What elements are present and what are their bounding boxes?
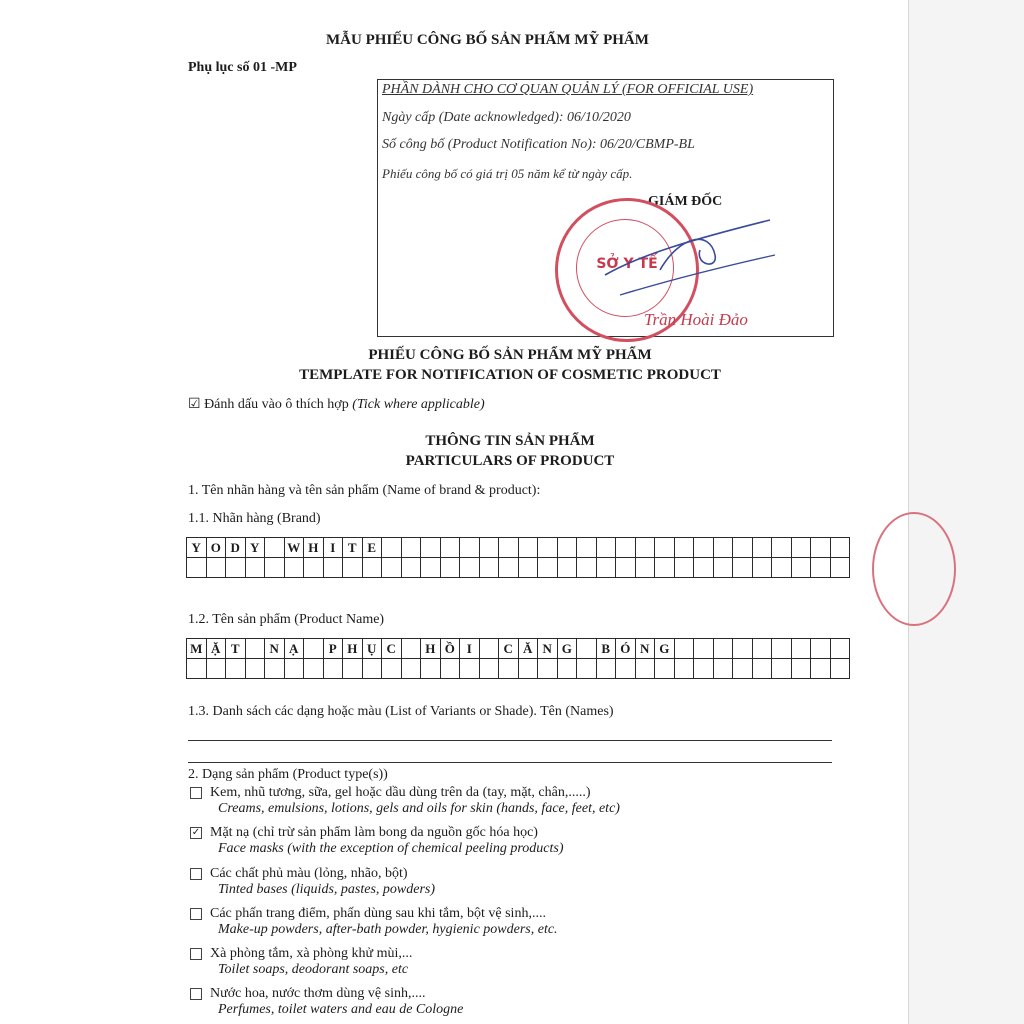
option-label-vi: Kem, nhũ tương, sữa, gel hoặc dầu dùng trên da (tay, mặt, chân,.....) <box>210 785 591 800</box>
grid-cell: C <box>382 639 402 659</box>
product-type-option <box>190 906 558 938</box>
grid-cell: Ụ <box>362 639 382 659</box>
director-title: GIÁM ĐỐC <box>648 194 723 209</box>
grid-cell <box>479 659 499 679</box>
grid-cell <box>830 639 850 659</box>
grid-cell: G <box>655 639 675 659</box>
grid-cell <box>460 538 480 558</box>
grid-cell <box>811 659 831 679</box>
grid-cell <box>772 639 792 659</box>
grid-cell <box>421 558 441 578</box>
grid-cell: Ă <box>518 639 538 659</box>
product-name-row <box>187 639 850 659</box>
grid-cell <box>713 639 733 659</box>
grid-cell <box>538 558 558 578</box>
product-type-option <box>190 866 435 898</box>
grid-cell <box>362 558 382 578</box>
grid-cell <box>772 659 792 679</box>
product-type-option <box>190 986 463 1018</box>
brand-grid <box>186 537 850 578</box>
grid-cell <box>460 659 480 679</box>
grid-cell: Ồ <box>440 639 460 659</box>
grid-cell <box>752 659 772 679</box>
grid-cell: G <box>557 639 577 659</box>
grid-cell <box>791 659 811 679</box>
checkbox-icon <box>190 908 202 920</box>
grid-cell <box>752 538 772 558</box>
question-1-1: 1.1. Nhãn hàng (Brand) <box>188 511 321 526</box>
particulars-title-vi: THÔNG TIN SẢN PHẨM <box>425 433 595 449</box>
brand-row <box>187 558 850 578</box>
grid-cell <box>421 538 441 558</box>
grid-cell <box>382 538 402 558</box>
grid-cell <box>401 558 421 578</box>
grid-cell <box>187 558 207 578</box>
grid-cell <box>304 558 324 578</box>
template-title-en: TEMPLATE FOR NOTIFICATION OF COSMETIC PRODUCT <box>299 367 721 383</box>
grid-cell <box>206 659 226 679</box>
grid-cell <box>655 659 675 679</box>
brand-row <box>187 538 850 558</box>
question-1: 1. Tên nhãn hàng và tên sản phẩm (Name of brand & product): <box>188 483 541 498</box>
grid-cell <box>499 538 519 558</box>
option-label-en: Face masks (with the exception of chemical peeling products) <box>218 841 564 856</box>
option-label-en: Make-up powders, after-bath powder, hygienic powders, etc. <box>218 922 558 937</box>
grid-cell <box>752 639 772 659</box>
grid-cell <box>557 558 577 578</box>
grid-cell <box>343 659 363 679</box>
grid-cell <box>811 538 831 558</box>
grid-cell <box>226 659 246 679</box>
grid-cell <box>694 558 714 578</box>
grid-cell <box>635 538 655 558</box>
checkbox-icon <box>190 787 202 799</box>
grid-cell: C <box>499 639 519 659</box>
grid-cell: T <box>226 639 246 659</box>
appendix-label: Phụ lục số 01 -MP <box>188 60 297 75</box>
question-1-3: 1.3. Danh sách các dạng hoặc màu (List of Variants or Shade). Tên (Names) <box>188 704 614 719</box>
grid-cell <box>440 558 460 578</box>
checked-box-icon: ☑ <box>188 397 201 412</box>
grid-cell: Y <box>187 538 207 558</box>
grid-cell: Ạ <box>284 639 304 659</box>
grid-cell <box>245 558 265 578</box>
grid-cell: W <box>284 538 304 558</box>
grid-cell <box>401 659 421 679</box>
tick-note-vi: Đánh dấu vào ô thích hợp <box>204 397 349 412</box>
grid-cell <box>343 558 363 578</box>
grid-cell <box>187 659 207 679</box>
grid-cell <box>713 659 733 679</box>
product-name-grid <box>186 638 850 679</box>
grid-cell <box>577 558 597 578</box>
grid-cell: H <box>421 639 441 659</box>
grid-cell: T <box>343 538 363 558</box>
grid-cell <box>557 538 577 558</box>
tick-instruction <box>188 396 485 413</box>
grid-cell <box>265 538 285 558</box>
grid-cell <box>460 558 480 578</box>
grid-cell: I <box>323 538 343 558</box>
grid-cell <box>518 659 538 679</box>
grid-cell <box>382 558 402 578</box>
grid-cell <box>733 538 753 558</box>
grid-cell: Y <box>245 538 265 558</box>
partial-stamp-mark <box>872 512 956 626</box>
grid-cell <box>245 659 265 679</box>
grid-cell <box>694 659 714 679</box>
grid-cell: N <box>635 639 655 659</box>
checkbox-icon <box>190 948 202 960</box>
grid-cell <box>440 538 460 558</box>
grid-cell <box>440 659 460 679</box>
product-type-option <box>190 825 564 857</box>
grid-cell: B <box>596 639 616 659</box>
grid-cell <box>655 558 675 578</box>
grid-cell <box>733 558 753 578</box>
grid-cell <box>596 538 616 558</box>
grid-cell <box>752 558 772 578</box>
grid-cell <box>538 538 558 558</box>
particulars-title-en: PARTICULARS OF PRODUCT <box>405 453 615 469</box>
grid-cell <box>635 558 655 578</box>
grid-cell: N <box>538 639 558 659</box>
grid-cell <box>694 639 714 659</box>
grid-cell <box>245 639 265 659</box>
grid-cell <box>226 558 246 578</box>
grid-cell <box>304 659 324 679</box>
grid-cell <box>635 659 655 679</box>
grid-cell <box>830 538 850 558</box>
grid-cell <box>616 558 636 578</box>
option-label-en: Perfumes, toilet waters and eau de Cologne <box>218 1002 464 1017</box>
grid-cell <box>401 639 421 659</box>
grid-cell <box>713 558 733 578</box>
option-label-vi: Mặt nạ (chỉ trừ sản phẩm làm bong da nguồn gốc hóa học) <box>210 825 538 840</box>
grid-cell <box>284 558 304 578</box>
grid-cell <box>772 558 792 578</box>
variants-answer-line <box>188 762 832 763</box>
date-acknowledged: Ngày cấp (Date acknowledged): 06/10/2020 <box>382 110 631 125</box>
product-type-heading: 2. Dạng sản phẩm (Product type(s)) <box>188 767 388 782</box>
grid-cell <box>284 659 304 679</box>
grid-cell <box>830 659 850 679</box>
question-1-2: 1.2. Tên sản phẩm (Product Name) <box>188 612 385 627</box>
grid-cell <box>265 558 285 578</box>
grid-cell <box>713 538 733 558</box>
grid-cell <box>323 659 343 679</box>
grid-cell <box>733 659 753 679</box>
checkbox-icon: ✓ <box>191 826 201 838</box>
grid-cell <box>265 659 285 679</box>
grid-cell <box>655 538 675 558</box>
grid-cell <box>479 558 499 578</box>
option-label-vi: Các chất phủ màu (lỏng, nhão, bột) <box>210 866 408 881</box>
grid-cell <box>694 538 714 558</box>
grid-cell <box>811 558 831 578</box>
grid-cell: P <box>323 639 343 659</box>
template-title-vi: PHIẾU CÔNG BỐ SẢN PHẨM MỸ PHẨM <box>368 347 652 363</box>
grid-cell <box>733 639 753 659</box>
grid-cell <box>674 639 694 659</box>
seal-text: SỞ Y TẾ <box>596 256 658 272</box>
option-label-vi: Nước hoa, nước thơm dùng vệ sinh,.... <box>210 986 426 1001</box>
grid-cell <box>538 659 558 679</box>
grid-cell <box>791 639 811 659</box>
grid-cell <box>382 659 402 679</box>
grid-cell <box>362 659 382 679</box>
form-title: MẪU PHIẾU CÔNG BỐ SẢN PHẨM MỸ PHẨM <box>326 32 649 48</box>
grid-cell <box>830 558 850 578</box>
variants-answer-line <box>188 740 832 741</box>
adjacent-page-edge <box>908 0 1024 1024</box>
grid-cell: H <box>304 538 324 558</box>
product-type-option <box>190 785 620 817</box>
official-use-heading: PHẦN DÀNH CHO CƠ QUAN QUẢN LÝ (FOR OFFICIAL USE) <box>382 82 754 97</box>
grid-cell <box>674 659 694 679</box>
grid-cell: D <box>226 538 246 558</box>
grid-cell <box>479 639 499 659</box>
grid-cell <box>772 538 792 558</box>
grid-cell <box>499 558 519 578</box>
grid-cell <box>518 558 538 578</box>
option-label-vi: Xà phòng tắm, xà phòng khử mùi,... <box>210 946 413 961</box>
option-label-en: Tinted bases (liquids, pastes, powders) <box>218 882 436 897</box>
product-type-option <box>190 946 412 978</box>
grid-cell: E <box>362 538 382 558</box>
grid-cell: Ặ <box>206 639 226 659</box>
grid-cell: H <box>343 639 363 659</box>
grid-cell: Ó <box>616 639 636 659</box>
grid-cell <box>518 538 538 558</box>
grid-cell <box>499 659 519 679</box>
notification-number: Số công bố (Product Notification No): 06/20/CBMP-BL <box>382 137 695 152</box>
checkbox-icon <box>190 868 202 880</box>
validity-note: Phiếu công bố có giá trị 05 năm kể từ ngày cấp. <box>382 166 633 181</box>
grid-cell <box>791 558 811 578</box>
grid-cell <box>577 639 597 659</box>
grid-cell <box>596 558 616 578</box>
grid-cell: M <box>187 639 207 659</box>
grid-cell <box>577 659 597 679</box>
option-label-en: Creams, emulsions, lotions, gels and oils for skin (hands, face, feet, etc) <box>218 801 620 816</box>
grid-cell <box>304 639 324 659</box>
grid-cell <box>596 659 616 679</box>
grid-cell <box>479 538 499 558</box>
grid-cell <box>206 558 226 578</box>
grid-cell: I <box>460 639 480 659</box>
director-signature-name: Trần Hoài Đảo <box>644 310 748 329</box>
grid-cell <box>577 538 597 558</box>
option-label-vi: Các phấn trang điểm, phấn dùng sau khi tắm, bột vệ sinh,.... <box>210 906 546 921</box>
grid-cell <box>616 659 636 679</box>
grid-cell <box>323 558 343 578</box>
grid-cell <box>811 639 831 659</box>
grid-cell <box>791 538 811 558</box>
grid-cell: N <box>265 639 285 659</box>
grid-cell <box>674 558 694 578</box>
grid-cell <box>674 538 694 558</box>
grid-cell <box>421 659 441 679</box>
option-label-en: Toilet soaps, deodorant soaps, etc <box>218 962 409 977</box>
product-name-row <box>187 659 850 679</box>
grid-cell <box>401 538 421 558</box>
signature-scribble <box>600 215 780 305</box>
checkbox-icon <box>190 988 202 1000</box>
grid-cell <box>557 659 577 679</box>
grid-cell <box>616 538 636 558</box>
tick-note-en: (Tick where applicable) <box>352 397 485 412</box>
grid-cell: O <box>206 538 226 558</box>
